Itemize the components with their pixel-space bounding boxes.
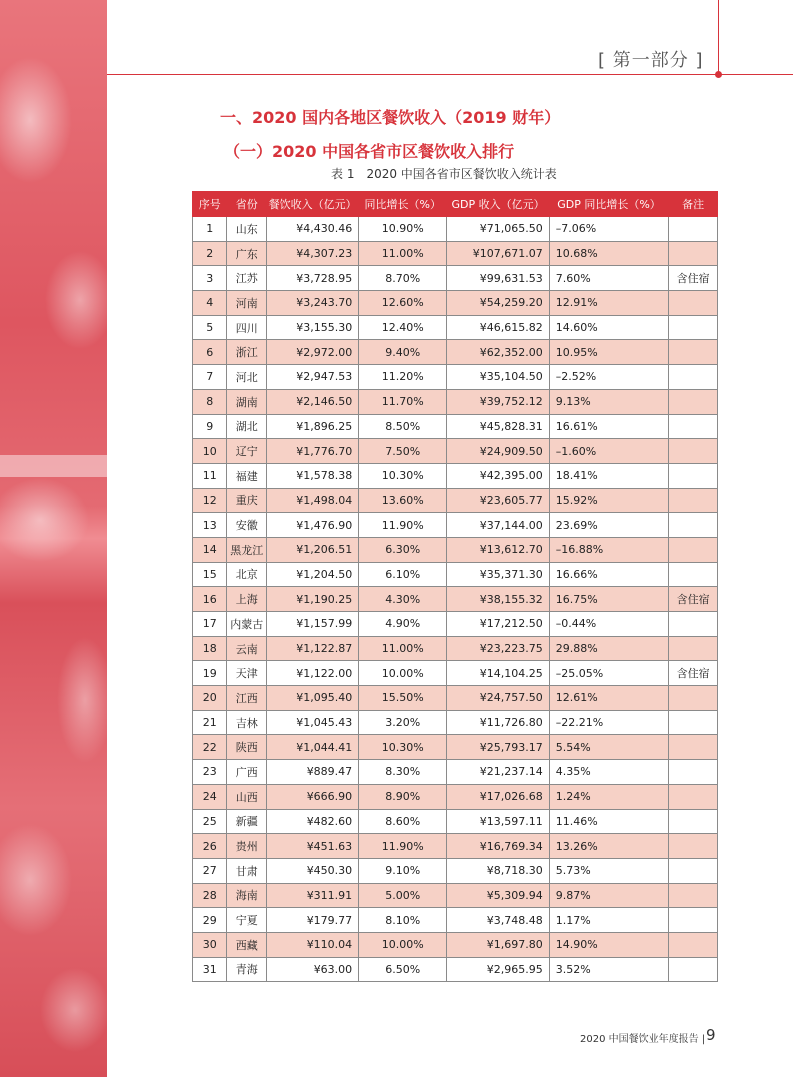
cell-province: 宁夏 [227, 908, 267, 933]
cell-index: 12 [193, 488, 227, 513]
table-row [193, 883, 718, 908]
cell-index: 18 [193, 636, 227, 661]
cell-gdp: ¥39,752.12 [447, 389, 549, 414]
page-number: 9 [706, 1026, 716, 1044]
cell-index: 31 [193, 957, 227, 982]
cell-province: 海南 [227, 883, 267, 908]
cell-index: 28 [193, 883, 227, 908]
table-row [193, 488, 718, 513]
cell-note [669, 463, 718, 488]
cell-gdp: ¥2,965.95 [447, 957, 549, 982]
cell-revenue-growth: 12.40% [359, 315, 447, 340]
cell-revenue-growth: 11.90% [359, 513, 447, 538]
cell-province: 四川 [227, 315, 267, 340]
cell-province: 湖南 [227, 389, 267, 414]
cell-note [669, 488, 718, 513]
cell-note [669, 340, 718, 365]
cell-index: 10 [193, 439, 227, 464]
cell-index: 30 [193, 932, 227, 957]
cell-province: 西藏 [227, 932, 267, 957]
table-row [193, 439, 718, 464]
cell-gdp-growth: –0.44% [549, 612, 669, 637]
cell-note [669, 612, 718, 637]
cell-gdp: ¥54,259.20 [447, 291, 549, 316]
cell-revenue-growth: 10.30% [359, 735, 447, 760]
cell-catering-revenue: ¥889.47 [266, 760, 358, 785]
cell-gdp-growth: 4.35% [549, 760, 669, 785]
cell-gdp: ¥35,371.30 [447, 562, 549, 587]
cell-note [669, 710, 718, 735]
header-rule-dot [715, 71, 722, 78]
cell-province: 浙江 [227, 340, 267, 365]
cell-gdp-growth: –1.60% [549, 439, 669, 464]
cell-revenue-growth: 9.40% [359, 340, 447, 365]
cell-catering-revenue: ¥110.04 [266, 932, 358, 957]
cell-catering-revenue: ¥482.60 [266, 809, 358, 834]
cell-province: 云南 [227, 636, 267, 661]
cell-catering-revenue: ¥451.63 [266, 834, 358, 859]
cell-gdp: ¥37,144.00 [447, 513, 549, 538]
cell-province: 山东 [227, 217, 267, 242]
cell-gdp: ¥25,793.17 [447, 735, 549, 760]
cell-province: 河北 [227, 365, 267, 390]
cell-province: 陕西 [227, 735, 267, 760]
cell-gdp: ¥21,237.14 [447, 760, 549, 785]
cell-catering-revenue: ¥1,045.43 [266, 710, 358, 735]
column-header: GDP 收入（亿元） [447, 192, 549, 217]
table-row [193, 710, 718, 735]
cell-gdp-growth: –2.52% [549, 365, 669, 390]
table-row [193, 760, 718, 785]
cell-revenue-growth: 10.90% [359, 217, 447, 242]
cell-catering-revenue: ¥1,776.70 [266, 439, 358, 464]
cell-province: 黑龙江 [227, 537, 267, 562]
cell-revenue-growth: 6.50% [359, 957, 447, 982]
table-row [193, 463, 718, 488]
cell-gdp-growth: 16.75% [549, 587, 669, 612]
cell-gdp: ¥38,155.32 [447, 587, 549, 612]
cell-index: 27 [193, 858, 227, 883]
cell-note [669, 636, 718, 661]
cell-gdp: ¥17,212.50 [447, 612, 549, 637]
cell-catering-revenue: ¥1,476.90 [266, 513, 358, 538]
column-header: GDP 同比增长（%） [549, 192, 669, 217]
cell-catering-revenue: ¥1,157.99 [266, 612, 358, 637]
decorative-sidebar-image [0, 0, 107, 1077]
cell-province: 江西 [227, 686, 267, 711]
table-row [193, 217, 718, 242]
revenue-table [192, 191, 718, 982]
cell-province: 甘肃 [227, 858, 267, 883]
cell-gdp-growth: 23.69% [549, 513, 669, 538]
cell-gdp-growth: 1.17% [549, 908, 669, 933]
cell-gdp: ¥107,671.07 [447, 241, 549, 266]
cell-gdp-growth: 11.46% [549, 809, 669, 834]
table-row [193, 587, 718, 612]
cell-note [669, 537, 718, 562]
cell-revenue-growth: 10.00% [359, 661, 447, 686]
table-row [193, 340, 718, 365]
cell-gdp-growth: 3.52% [549, 957, 669, 982]
cell-index: 22 [193, 735, 227, 760]
cell-note [669, 439, 718, 464]
cell-gdp: ¥24,757.50 [447, 686, 549, 711]
cell-note [669, 291, 718, 316]
cell-gdp: ¥11,726.80 [447, 710, 549, 735]
cell-catering-revenue: ¥1,498.04 [266, 488, 358, 513]
cell-gdp: ¥42,395.00 [447, 463, 549, 488]
cell-catering-revenue: ¥1,896.25 [266, 414, 358, 439]
cell-gdp-growth: 12.61% [549, 686, 669, 711]
cell-gdp: ¥14,104.25 [447, 661, 549, 686]
cell-index: 19 [193, 661, 227, 686]
cell-province: 新疆 [227, 809, 267, 834]
cell-gdp: ¥17,026.68 [447, 784, 549, 809]
cell-revenue-growth: 11.00% [359, 636, 447, 661]
cell-gdp: ¥23,605.77 [447, 488, 549, 513]
cell-revenue-growth: 11.00% [359, 241, 447, 266]
cell-note [669, 315, 718, 340]
cell-index: 5 [193, 315, 227, 340]
cell-revenue-growth: 15.50% [359, 686, 447, 711]
cell-note [669, 365, 718, 390]
cell-note: 含住宿 [669, 587, 718, 612]
cell-gdp-growth: –25.05% [549, 661, 669, 686]
cell-gdp-growth: 9.13% [549, 389, 669, 414]
cell-catering-revenue: ¥311.91 [266, 883, 358, 908]
cell-index: 6 [193, 340, 227, 365]
cell-index: 20 [193, 686, 227, 711]
cell-revenue-growth: 8.90% [359, 784, 447, 809]
column-header: 序号 [193, 192, 227, 217]
table-row [193, 315, 718, 340]
cell-catering-revenue: ¥3,728.95 [266, 266, 358, 291]
table-header-row [193, 192, 718, 217]
cell-province: 安徽 [227, 513, 267, 538]
cell-note: 含住宿 [669, 266, 718, 291]
cell-catering-revenue: ¥4,430.46 [266, 217, 358, 242]
table-row [193, 661, 718, 686]
cell-revenue-growth: 11.90% [359, 834, 447, 859]
cell-gdp: ¥46,615.82 [447, 315, 549, 340]
table-row [193, 809, 718, 834]
cell-note [669, 784, 718, 809]
table-row [193, 858, 718, 883]
cell-note [669, 414, 718, 439]
cell-index: 14 [193, 537, 227, 562]
cell-index: 8 [193, 389, 227, 414]
cell-province: 青海 [227, 957, 267, 982]
cell-gdp-growth: 10.68% [549, 241, 669, 266]
cell-note [669, 735, 718, 760]
table-body [193, 217, 718, 982]
cell-catering-revenue: ¥3,155.30 [266, 315, 358, 340]
section-label: [ 第一部分 ] [598, 50, 704, 71]
cell-gdp-growth: –22.21% [549, 710, 669, 735]
cell-revenue-growth: 12.60% [359, 291, 447, 316]
cell-note [669, 241, 718, 266]
cell-gdp: ¥1,697.80 [447, 932, 549, 957]
cell-province: 湖北 [227, 414, 267, 439]
cell-province: 江苏 [227, 266, 267, 291]
cell-catering-revenue: ¥1,578.38 [266, 463, 358, 488]
cell-index: 29 [193, 908, 227, 933]
cell-revenue-growth: 5.00% [359, 883, 447, 908]
cell-revenue-growth: 8.10% [359, 908, 447, 933]
cell-revenue-growth: 6.10% [359, 562, 447, 587]
cell-gdp: ¥99,631.53 [447, 266, 549, 291]
cell-index: 4 [193, 291, 227, 316]
cell-province: 上海 [227, 587, 267, 612]
cell-catering-revenue: ¥4,307.23 [266, 241, 358, 266]
cell-index: 25 [193, 809, 227, 834]
cell-note [669, 513, 718, 538]
cell-revenue-growth: 8.70% [359, 266, 447, 291]
cell-note [669, 389, 718, 414]
cell-catering-revenue: ¥3,243.70 [266, 291, 358, 316]
cell-catering-revenue: ¥1,206.51 [266, 537, 358, 562]
table-row [193, 957, 718, 982]
cell-gdp: ¥16,769.34 [447, 834, 549, 859]
cell-province: 广西 [227, 760, 267, 785]
cell-revenue-growth: 10.30% [359, 463, 447, 488]
cell-catering-revenue: ¥450.30 [266, 858, 358, 883]
table-row [193, 908, 718, 933]
cell-gdp: ¥24,909.50 [447, 439, 549, 464]
cell-index: 13 [193, 513, 227, 538]
cell-gdp-growth: 1.24% [549, 784, 669, 809]
cell-catering-revenue: ¥1,044.41 [266, 735, 358, 760]
cell-gdp: ¥62,352.00 [447, 340, 549, 365]
cell-gdp-growth: 12.91% [549, 291, 669, 316]
cell-province: 河南 [227, 291, 267, 316]
cell-gdp: ¥3,748.48 [447, 908, 549, 933]
cell-catering-revenue: ¥1,122.00 [266, 661, 358, 686]
cell-gdp-growth: 16.66% [549, 562, 669, 587]
cell-gdp-growth: 14.60% [549, 315, 669, 340]
cell-catering-revenue: ¥1,095.40 [266, 686, 358, 711]
cell-province: 天津 [227, 661, 267, 686]
cell-gdp: ¥45,828.31 [447, 414, 549, 439]
cell-revenue-growth: 4.30% [359, 587, 447, 612]
cell-index: 2 [193, 241, 227, 266]
table-row [193, 735, 718, 760]
heading-sub: （一）2020 中国各省市区餐饮收入排行 [224, 142, 515, 161]
table-row [193, 241, 718, 266]
cell-province: 辽宁 [227, 439, 267, 464]
column-header: 餐饮收入（亿元） [266, 192, 358, 217]
table-caption: 表 1 2020 中国各省市区餐饮收入统计表 [331, 167, 557, 181]
cell-catering-revenue: ¥1,204.50 [266, 562, 358, 587]
table-row [193, 562, 718, 587]
cell-revenue-growth: 4.90% [359, 612, 447, 637]
cell-gdp-growth: –16.88% [549, 537, 669, 562]
cell-index: 3 [193, 266, 227, 291]
cell-province: 贵州 [227, 834, 267, 859]
cell-note: 含住宿 [669, 661, 718, 686]
cell-index: 9 [193, 414, 227, 439]
table-row [193, 686, 718, 711]
table-row [193, 291, 718, 316]
cell-gdp: ¥35,104.50 [447, 365, 549, 390]
cell-index: 17 [193, 612, 227, 637]
cell-note [669, 883, 718, 908]
heading-main: 一、2020 国内各地区餐饮收入（2019 财年） [220, 108, 561, 127]
cell-gdp-growth: 9.87% [549, 883, 669, 908]
cell-note [669, 686, 718, 711]
cell-index: 24 [193, 784, 227, 809]
cell-gdp-growth: 14.90% [549, 932, 669, 957]
table-row [193, 389, 718, 414]
cell-revenue-growth: 8.60% [359, 809, 447, 834]
column-header: 同比增长（%） [359, 192, 447, 217]
cell-revenue-growth: 6.30% [359, 537, 447, 562]
cell-gdp-growth: 10.95% [549, 340, 669, 365]
cell-catering-revenue: ¥1,190.25 [266, 587, 358, 612]
cell-gdp-growth: 5.54% [549, 735, 669, 760]
cell-note [669, 217, 718, 242]
footer-report-title: 2020 中国餐饮业年度报告 | [580, 1034, 706, 1045]
cell-catering-revenue: ¥1,122.87 [266, 636, 358, 661]
cell-province: 广东 [227, 241, 267, 266]
cell-catering-revenue: ¥2,947.53 [266, 365, 358, 390]
cell-gdp-growth: 7.60% [549, 266, 669, 291]
cell-gdp-growth: 18.41% [549, 463, 669, 488]
cell-note [669, 562, 718, 587]
cell-note [669, 809, 718, 834]
cell-province: 重庆 [227, 488, 267, 513]
cell-revenue-growth: 11.20% [359, 365, 447, 390]
cell-province: 吉林 [227, 710, 267, 735]
cell-note [669, 834, 718, 859]
cell-revenue-growth: 11.70% [359, 389, 447, 414]
cell-gdp: ¥71,065.50 [447, 217, 549, 242]
cell-index: 11 [193, 463, 227, 488]
table-row [193, 834, 718, 859]
cell-index: 7 [193, 365, 227, 390]
table-row [193, 266, 718, 291]
table-row [193, 784, 718, 809]
cell-gdp-growth: 16.61% [549, 414, 669, 439]
cell-gdp: ¥13,597.11 [447, 809, 549, 834]
cell-gdp: ¥8,718.30 [447, 858, 549, 883]
table-row [193, 513, 718, 538]
cell-index: 16 [193, 587, 227, 612]
cell-gdp-growth: 5.73% [549, 858, 669, 883]
cell-revenue-growth: 8.50% [359, 414, 447, 439]
cell-note [669, 908, 718, 933]
cell-revenue-growth: 7.50% [359, 439, 447, 464]
cell-index: 26 [193, 834, 227, 859]
cell-gdp-growth: –7.06% [549, 217, 669, 242]
cell-gdp-growth: 29.88% [549, 636, 669, 661]
cell-index: 15 [193, 562, 227, 587]
cell-index: 21 [193, 710, 227, 735]
cell-catering-revenue: ¥63.00 [266, 957, 358, 982]
cell-province: 内蒙古 [227, 612, 267, 637]
cell-note [669, 932, 718, 957]
cell-revenue-growth: 13.60% [359, 488, 447, 513]
cell-province: 北京 [227, 562, 267, 587]
table-row [193, 537, 718, 562]
table-row [193, 612, 718, 637]
cell-note [669, 858, 718, 883]
cell-note [669, 957, 718, 982]
cell-province: 山西 [227, 784, 267, 809]
cell-index: 1 [193, 217, 227, 242]
sidebar-divider [0, 455, 107, 477]
cell-gdp-growth: 13.26% [549, 834, 669, 859]
header-horizontal-rule [107, 74, 793, 75]
cell-catering-revenue: ¥2,972.00 [266, 340, 358, 365]
column-header: 备注 [669, 192, 718, 217]
cell-revenue-growth: 9.10% [359, 858, 447, 883]
cell-index: 23 [193, 760, 227, 785]
cell-gdp: ¥23,223.75 [447, 636, 549, 661]
header-vertical-rule [718, 0, 719, 75]
cell-province: 福建 [227, 463, 267, 488]
cell-gdp: ¥13,612.70 [447, 537, 549, 562]
table-row [193, 414, 718, 439]
cell-gdp-growth: 15.92% [549, 488, 669, 513]
cell-revenue-growth: 8.30% [359, 760, 447, 785]
cell-gdp: ¥5,309.94 [447, 883, 549, 908]
table-row [193, 636, 718, 661]
table-row [193, 365, 718, 390]
cell-note [669, 760, 718, 785]
cell-catering-revenue: ¥179.77 [266, 908, 358, 933]
table-row [193, 932, 718, 957]
cell-catering-revenue: ¥666.90 [266, 784, 358, 809]
column-header: 省份 [227, 192, 267, 217]
cell-revenue-growth: 10.00% [359, 932, 447, 957]
cell-revenue-growth: 3.20% [359, 710, 447, 735]
cell-catering-revenue: ¥2,146.50 [266, 389, 358, 414]
